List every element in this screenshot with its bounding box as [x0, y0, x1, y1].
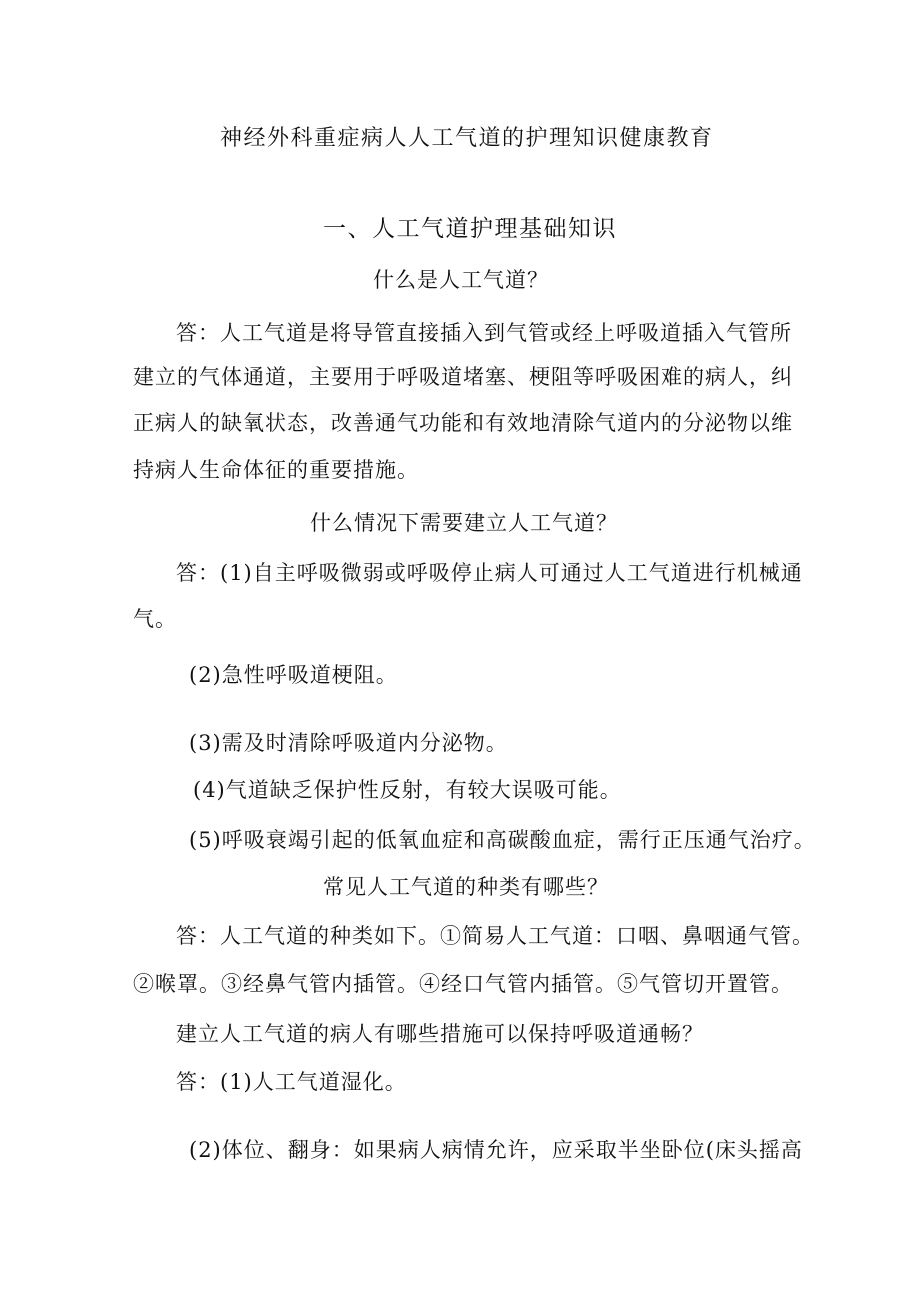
answer-2-line-1: 答：(1)自主呼吸微弱或呼吸停止病人可通过人工气道进行机械通 [176, 561, 803, 585]
answer-3-line-1: 答：人工气道的种类如下。①简易人工气道：口咽、鼻咽通气管。 [176, 924, 814, 948]
answer-1-line-2: 建立的气体通道，主要用于呼吸道堵塞、梗阻等呼吸困难的病人，纠 [133, 365, 793, 389]
answer-2-line-2: 气。 [133, 607, 177, 631]
answer-2-item-2: (2)急性呼吸道梗阻。 [189, 663, 398, 687]
section-heading: 一、人工气道护理基础知识 [323, 216, 617, 242]
answer-4-item-2: (2)体位、翻身：如果病人病情允许，应采取半坐卧位(床头摇高 [189, 1138, 803, 1162]
answer-2-item-3: (3)需及时清除呼吸道内分泌物。 [189, 731, 508, 755]
answer-1-line-4: 持病人生命体征的重要措施。 [133, 458, 419, 482]
answer-1-line-1: 答：人工气道是将导管直接插入到气管或经上呼吸道插入气管所 [176, 321, 792, 345]
answer-4-line-1: 答：(1)人工气道湿化。 [176, 1070, 407, 1094]
question-1: 什么是人工气道？ [373, 268, 549, 292]
answer-1-line-3: 正病人的缺氧状态，改善通气功能和有效地清除气道内的分泌物以维 [133, 411, 793, 435]
question-2: 什么情况下需要建立人工气道？ [310, 511, 618, 535]
question-3: 常见人工气道的种类有哪些？ [323, 875, 609, 899]
document-title: 神经外科重症病人人工气道的护理知识健康教育 [220, 126, 714, 151]
answer-2-item-4: (4)气道缺乏保护性反射，有较大误吸可能。 [193, 778, 622, 802]
answer-2-item-5: (5)呼吸衰竭引起的低氧血症和高碳酸血症，需行正压通气治疗。 [189, 828, 816, 852]
answer-3-line-2: ②喉罩。③经鼻气管内插管。④经口气管内插管。⑤气管切开置管。 [133, 972, 793, 996]
question-4: 建立人工气道的病人有哪些措施可以保持呼吸道通畅？ [176, 1022, 704, 1046]
